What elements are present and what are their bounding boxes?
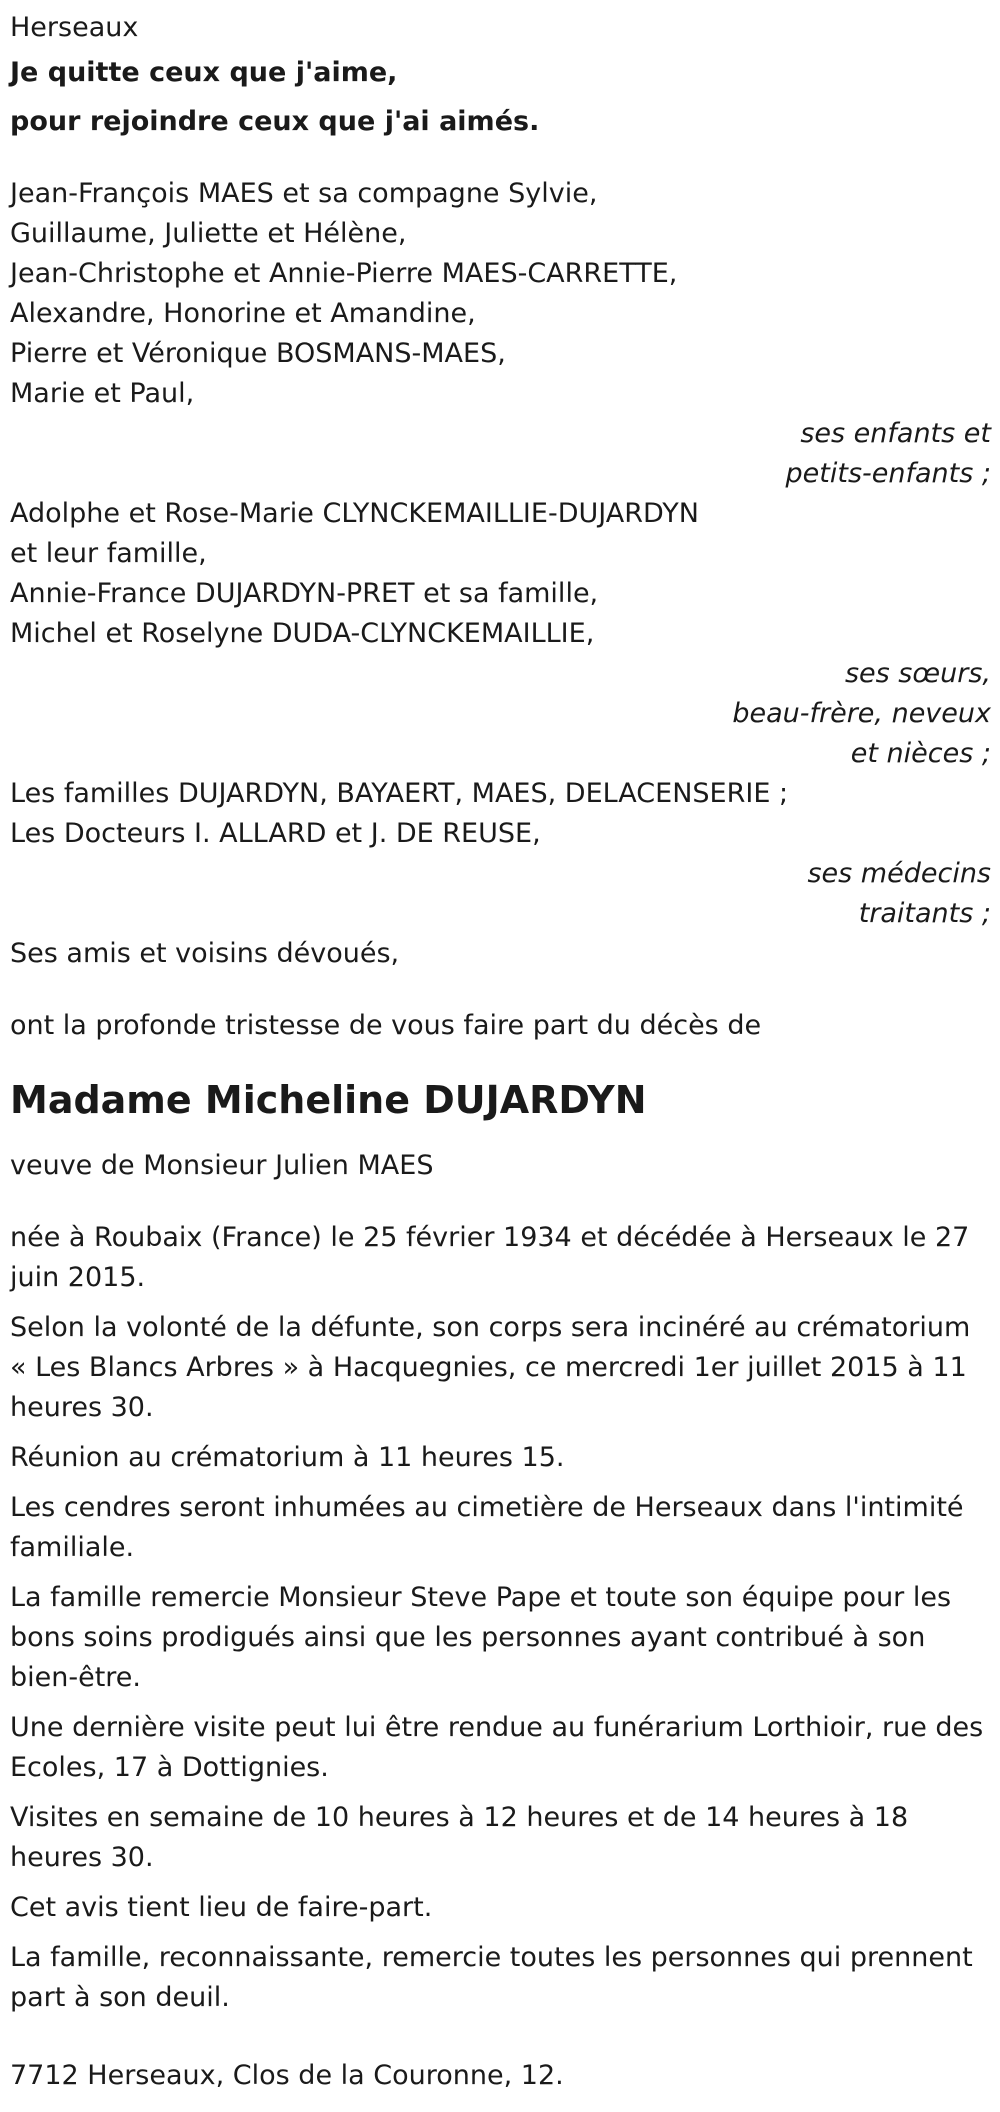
doctors-block <box>10 814 1000 934</box>
family-line: Marie et Paul, <box>10 378 195 409</box>
family-line: et leur famille, <box>10 538 207 569</box>
relation-label: et nièces ; <box>850 738 991 769</box>
siblings-block <box>10 494 1000 774</box>
family-line: Adolphe et Rose-Marie CLYNCKEMAILLIE-DUJARDYN <box>10 498 699 529</box>
thanks-paragraph: La famille, reconnaissante, remercie toutes les personnes qui prennent part à son deuil. <box>10 1942 973 2013</box>
family-line: Pierre et Véronique BOSMANS-MAES, <box>10 338 506 369</box>
announcement-line: ont la profonde tristesse de vous faire part du décès de <box>10 1010 762 1041</box>
visit-hours-paragraph: Visites en semaine de 10 heures à 12 heures et de 14 heures à 18 heures 30. <box>10 1802 909 1873</box>
family-line: Annie-France DUJARDYN-PRET et sa famille, <box>10 578 599 609</box>
relation-label: ses médecins <box>807 858 991 889</box>
families-line: Les familles DUJARDYN, BAYAERT, MAES, DELACENSERIE ; <box>10 778 789 809</box>
relation-label: petits-enfants ; <box>785 458 991 489</box>
friends-line: Ses amis et voisins dévoués, <box>10 938 400 969</box>
family-line: Alexandre, Honorine et Amandine, <box>10 298 476 329</box>
family-line: Jean-Christophe et Annie-Pierre MAES-CARRETTE, <box>10 258 678 289</box>
family-line: Jean-François MAES et sa compagne Sylvie, <box>10 178 598 209</box>
quote-line-2: pour rejoindre ceux que j'ai aimés. <box>10 106 540 137</box>
relation-label: beau-frère, neveux <box>732 698 991 729</box>
gathering-paragraph: Réunion au crématorium à 11 heures 15. <box>10 1442 565 1473</box>
relation-label: ses enfants et <box>800 418 991 449</box>
notice-paragraph: Cet avis tient lieu de faire-part. <box>10 1892 433 1923</box>
ashes-paragraph: Les cendres seront inhumées au cimetière de Herseaux dans l'intimité familiale. <box>10 1492 964 1563</box>
visit-paragraph: Une dernière visite peut lui être rendue au funérarium Lorthioir, rue des Ecoles, 17 à Dottignies. <box>10 1712 984 1783</box>
place-heading: Herseaux <box>10 12 139 43</box>
thanks-staff-paragraph: La famille remercie Monsieur Steve Pape et toute son équipe pour les bons soins prodigués ainsi que les personnes ayant contribué à son bien-être. <box>10 1582 952 1693</box>
details-section <box>10 1218 1000 2018</box>
quote-line-1: Je quitte ceux que j'aime, <box>10 57 398 88</box>
birth-death-paragraph: née à Roubaix (France) le 25 février 1934 et décédée à Herseaux le 27 juin 2015. <box>10 1222 970 1293</box>
relation-label: traitants ; <box>858 898 991 929</box>
address-line: 7712 Herseaux, Clos de la Couronne, 12. <box>10 2060 564 2091</box>
cremation-paragraph: Selon la volonté de la défunte, son corps sera incinéré au crématorium « Les Blancs Arbres » à Hacquegnies, ce mercredi 1er juillet 2015 à 11 heures 30. <box>10 1312 971 1423</box>
family-line: Michel et Roselyne DUDA-CLYNCKEMAILLIE, <box>10 618 595 649</box>
family-line: Les Docteurs I. ALLARD et J. DE REUSE, <box>10 818 541 849</box>
children-block <box>10 174 1000 494</box>
widow-line: veuve de Monsieur Julien MAES <box>10 1150 434 1181</box>
family-line: Guillaume, Juliette et Hélène, <box>10 218 407 249</box>
deceased-name: Madame Micheline DUJARDYN <box>10 1078 647 1122</box>
relation-label: ses sœurs, <box>844 658 991 689</box>
